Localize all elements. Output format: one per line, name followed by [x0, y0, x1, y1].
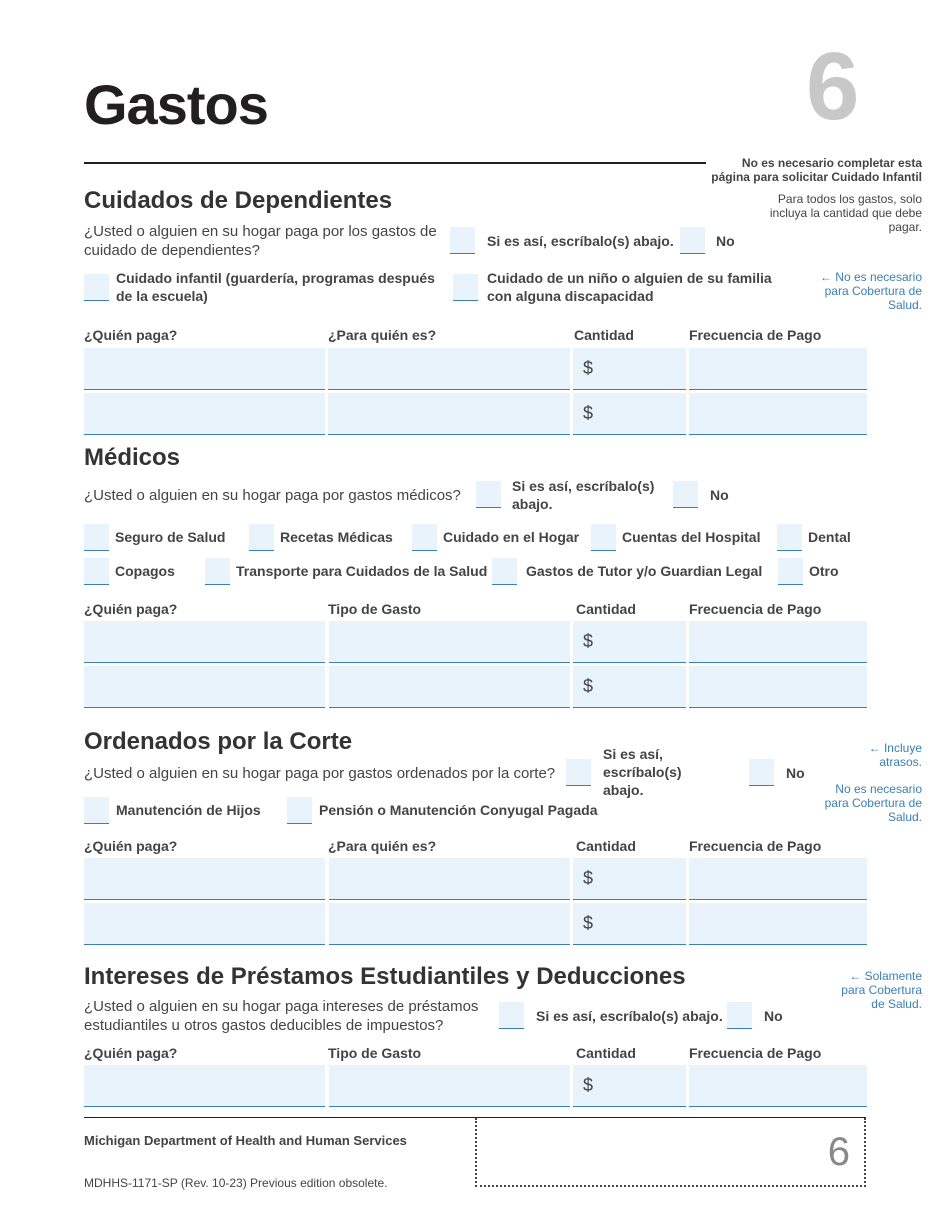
arrears-note: ← Incluye atrasos.	[868, 741, 922, 769]
court-heading: Ordenados por la Corte	[84, 728, 353, 755]
student-side-note: ← Solamente para Cobertura de Salud.	[841, 969, 922, 1011]
childcare-checkbox[interactable]	[84, 274, 109, 301]
disability-care-label: Cuidado de un niño o alguien de su familia con alguna discapacidad	[487, 270, 772, 304]
transport-label: Transporte para Cuidados de la Salud	[236, 563, 488, 579]
who-pays-input[interactable]	[84, 348, 325, 390]
dollar-sign: $	[583, 913, 594, 933]
student-question: ¿Usted o alguien en su hogar paga intereses de préstamos estudiantiles u otros gastos deducibles de impuestos?	[84, 998, 479, 1034]
hospital-bills-label: Cuentas del Hospital	[622, 529, 761, 545]
expense-type-input[interactable]	[329, 621, 570, 663]
page-title: Gastos	[84, 73, 268, 136]
medical-question: ¿Usted o alguien en su hogar paga por gastos médicos?	[84, 487, 461, 504]
court-side-note: No es necesario para Cobertura de Salud.	[824, 782, 922, 824]
dependents-no-label: No	[716, 233, 735, 249]
for-whom-input[interactable]	[328, 393, 570, 435]
page-number-footer: 6	[827, 1130, 850, 1174]
court-yes-checkbox[interactable]	[566, 759, 591, 786]
other-label: Otro	[809, 563, 839, 579]
who-pays-input[interactable]	[84, 621, 325, 663]
student-no-checkbox[interactable]	[727, 1002, 752, 1029]
dependents-yes-label: Si es así, escríbalo(s) abajo.	[487, 233, 674, 249]
medical-heading: Médicos	[84, 444, 181, 471]
amount-input[interactable]	[573, 858, 686, 900]
for-whom-input[interactable]	[329, 858, 570, 900]
dollar-sign: $	[583, 1075, 594, 1095]
column-header: Cantidad	[576, 838, 636, 854]
who-pays-input[interactable]	[84, 858, 325, 900]
column-header: Cantidad	[576, 601, 636, 617]
dental-checkbox[interactable]	[777, 524, 802, 551]
prescriptions-label: Recetas Médicas	[280, 529, 393, 545]
student-heading: Intereses de Préstamos Estudiantiles y Deducciones	[84, 963, 686, 990]
arrow-left-icon: ←	[849, 969, 865, 983]
department-name: Michigan Department of Health and Human Services	[84, 1133, 407, 1148]
medical-no-label: No	[710, 487, 729, 503]
medical-no-checkbox[interactable]	[673, 481, 698, 508]
column-header: Frecuencia de Pago	[689, 838, 822, 854]
court-yes-label: Si es así, escríbalo(s) abajo.	[603, 746, 682, 798]
alimony-label: Pensión o Manutención Conyugal Pagada	[319, 802, 598, 818]
title-rule	[84, 162, 706, 164]
copays-checkbox[interactable]	[84, 558, 109, 585]
frequency-input[interactable]	[689, 348, 867, 390]
court-no-checkbox[interactable]	[749, 759, 774, 786]
dental-label: Dental	[808, 529, 851, 545]
student-yes-label: Si es así, escríbalo(s) abajo.	[536, 1008, 723, 1024]
court-question: ¿Usted o alguien en su hogar paga por gastos ordenados por la corte?	[84, 765, 556, 782]
alimony-checkbox[interactable]	[287, 797, 312, 824]
medical-yes-label: Si es así, escríbalo(s) abajo.	[512, 478, 655, 512]
who-pays-input[interactable]	[84, 666, 325, 708]
copays-label: Copagos	[115, 563, 175, 579]
amount-input[interactable]	[573, 1065, 686, 1107]
health-insurance-label: Seguro de Salud	[115, 529, 226, 545]
column-header: Frecuencia de Pago	[689, 1045, 822, 1061]
amount-input[interactable]	[573, 621, 686, 663]
for-whom-input[interactable]	[329, 903, 570, 945]
column-header: ¿Quién paga?	[84, 327, 178, 343]
expenses-note: Para todos los gastos, solo incluya la cantidad que debe pagar.	[769, 192, 922, 234]
column-header: Cantidad	[576, 1045, 636, 1061]
disability-care-checkbox[interactable]	[453, 274, 478, 301]
dollar-sign: $	[583, 676, 594, 696]
frequency-input[interactable]	[689, 621, 867, 663]
who-pays-input[interactable]	[84, 393, 325, 435]
column-header: Cantidad	[574, 327, 634, 343]
medical-yes-checkbox[interactable]	[476, 481, 501, 508]
column-header: ¿Quién paga?	[84, 838, 178, 854]
column-header: ¿Quién paga?	[84, 1045, 178, 1061]
dependents-heading: Cuidados de Dependientes	[84, 187, 393, 214]
column-header: ¿Para quién es?	[328, 838, 437, 854]
dollar-sign: $	[583, 631, 594, 651]
form-id: MDHHS-1171-SP (Rev. 10-23) Previous edition obsolete.	[84, 1176, 388, 1190]
guardian-checkbox[interactable]	[492, 558, 517, 585]
amount-input[interactable]	[573, 903, 686, 945]
expense-type-input[interactable]	[329, 666, 570, 708]
amount-input[interactable]	[573, 666, 686, 708]
court-no-label: No	[786, 765, 805, 781]
column-header: ¿Para quién es?	[328, 327, 437, 343]
hospital-bills-checkbox[interactable]	[591, 524, 616, 551]
page-number-large: 6	[806, 33, 860, 140]
student-no-label: No	[764, 1008, 783, 1024]
column-header: ¿Quién paga?	[84, 601, 178, 617]
dollar-sign: $	[583, 358, 594, 378]
child-support-checkbox[interactable]	[84, 797, 109, 824]
page-number-box	[475, 1118, 866, 1187]
expense-type-input[interactable]	[329, 1065, 570, 1107]
dependents-side-note: ← No es necesario para Cobertura de Salud.	[819, 270, 922, 312]
who-pays-input[interactable]	[84, 1065, 325, 1107]
no-childcare-note: No es necesario completar esta página para solicitar Cuidado Infantil	[711, 156, 922, 184]
column-header: Tipo de Gasto	[328, 601, 422, 617]
who-pays-input[interactable]	[84, 903, 325, 945]
column-header: Tipo de Gasto	[328, 1045, 422, 1061]
column-header: Frecuencia de Pago	[689, 601, 822, 617]
column-header: Frecuencia de Pago	[689, 327, 822, 343]
home-care-checkbox[interactable]	[412, 524, 437, 551]
frequency-input[interactable]	[689, 858, 867, 900]
dependents-yes-checkbox[interactable]	[450, 227, 475, 254]
amount-input[interactable]	[573, 348, 686, 390]
dollar-sign: $	[583, 403, 594, 423]
dollar-sign: $	[583, 868, 594, 888]
childcare-label: Cuidado infantil (guardería, programas después de la escuela)	[116, 270, 435, 304]
arrow-left-icon: ←	[868, 741, 884, 755]
frequency-input[interactable]	[689, 666, 867, 708]
dependents-no-checkbox[interactable]	[680, 227, 705, 254]
student-yes-checkbox[interactable]	[499, 1002, 524, 1029]
arrow-left-icon: ←	[819, 270, 836, 284]
prescriptions-checkbox[interactable]	[249, 524, 274, 551]
amount-input[interactable]	[573, 393, 686, 435]
for-whom-input[interactable]	[328, 348, 570, 390]
health-insurance-checkbox[interactable]	[84, 524, 109, 551]
transport-checkbox[interactable]	[205, 558, 230, 585]
home-care-label: Cuidado en el Hogar	[443, 529, 580, 545]
other-checkbox[interactable]	[778, 558, 803, 585]
dependents-question: ¿Usted o alguien en su hogar paga por los gastos de cuidado de dependientes?	[84, 223, 437, 259]
frequency-input[interactable]	[689, 393, 867, 435]
child-support-label: Manutención de Hijos	[116, 802, 261, 818]
frequency-input[interactable]	[689, 903, 867, 945]
frequency-input[interactable]	[689, 1065, 867, 1107]
guardian-label: Gastos de Tutor y/o Guardian Legal	[526, 563, 763, 579]
